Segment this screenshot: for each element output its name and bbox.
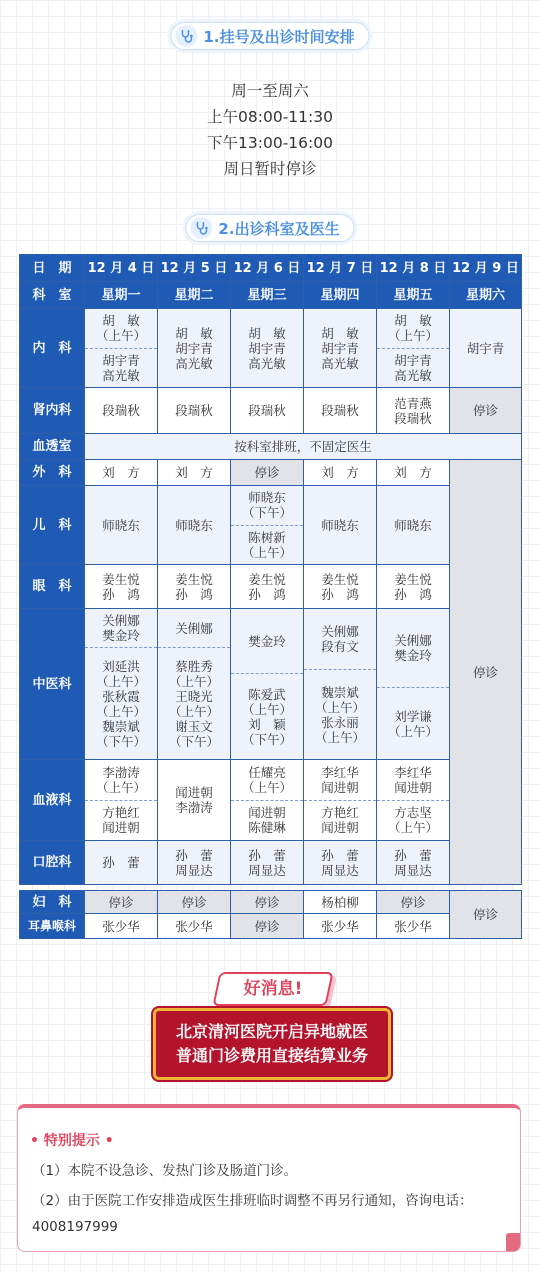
schedule-cell: 刘 方 <box>304 460 377 486</box>
good-news-banner[interactable] <box>153 1008 391 1080</box>
banner-line: 北京清河医院开启异地就医 <box>175 1022 368 1041</box>
dept-name: 儿 科 <box>20 486 85 565</box>
doctor-text: 关俐娜 樊金玲 <box>394 633 432 663</box>
doctor-text: 刘延洪 （上午） 张秋霞 （上午） 魏崇斌 （下午） <box>85 647 157 759</box>
good-news-tag-text: 好消息! <box>243 979 303 999</box>
notice-item: （2）由于医院工作安排造成医生排班临时调整不再另行通知，咨询电话：4008197999 <box>32 1193 473 1235</box>
doctor-text: 樊金玲 <box>248 633 286 649</box>
section-title-schedule-time <box>170 22 369 50</box>
doctor-text: 任耀亮 （上午） <box>241 764 292 795</box>
schedule-cell <box>304 609 377 760</box>
dept-name: 妇 科 <box>20 891 85 914</box>
table-row-dates <box>20 255 522 282</box>
section-title-departments <box>185 214 354 242</box>
schedule-cell: 姜生悦 孙 鸿 <box>304 565 377 609</box>
weekday-cell: 星期四 <box>304 282 377 309</box>
doctor-text: 李红华 闻进朝 <box>321 764 359 795</box>
schedule-cell: 张少华 <box>304 914 377 939</box>
table-row-weekdays <box>20 282 522 309</box>
schedule-cell: 停诊 <box>231 460 304 486</box>
doctor-text: 陈树新 （上午） <box>231 525 303 565</box>
dept-name: 眼 科 <box>20 565 85 609</box>
schedule-cell: 停诊 <box>450 891 522 939</box>
dept-name: 肾内科 <box>20 388 85 434</box>
schedule-cell <box>377 309 450 388</box>
dept-name: 耳鼻喉科 <box>20 914 85 939</box>
doctor-text: 陈爱武 （上午） 刘 颖 （下午） <box>231 673 303 759</box>
table-row-xuetoushi <box>20 434 522 460</box>
stethoscope-icon <box>190 217 212 239</box>
section-title-text: 1.挂号及出诊时间安排 <box>203 27 355 46</box>
doctor-text: 胡 敏 （上午） <box>387 313 438 344</box>
good-news-tag <box>212 972 333 1006</box>
schedule-cell: 张少华 <box>85 914 158 939</box>
schedule-note: 按科室排班，不固定医生 <box>85 434 522 460</box>
schedule-cell: 刘 方 <box>85 460 158 486</box>
section-title-text: 2.出诊科室及医生 <box>218 219 340 238</box>
schedule-cell: 孙 蕾 周显达 <box>158 841 231 885</box>
schedule-cell: 范青燕 段瑞秋 <box>377 388 450 434</box>
dept-name: 血透室 <box>20 434 85 460</box>
schedule-cell: 胡 敏 胡宇青 高光敏 <box>304 309 377 388</box>
doctor-text: 方艳红 闻进朝 <box>304 800 376 841</box>
table-row-waike <box>20 460 522 486</box>
schedule-cell: 胡宇青 <box>450 309 522 388</box>
doctor-schedule-table <box>19 254 522 885</box>
schedule-cell: 段瑞秋 <box>158 388 231 434</box>
schedule-cell <box>231 609 304 760</box>
schedule-cell: 张少华 <box>377 914 450 939</box>
doctor-text: 胡宇青 高光敏 <box>85 348 157 388</box>
table-row-erke <box>20 486 522 565</box>
date-cell: 12 月 4 日 <box>85 255 158 282</box>
table-row-fuke <box>20 891 522 914</box>
doctor-text: 关俐娜 樊金玲 <box>102 613 140 643</box>
notice-item: （1）本院不设急诊、发热门诊及肠道门诊。 <box>32 1163 298 1179</box>
schedule-cell: 孙 蕾 周显达 <box>304 841 377 885</box>
doctor-text: 蔡胜秀 （上午） 王晓光 （上午） 谢玉文 （下午） <box>158 647 230 759</box>
hours-line: 周一至周六 <box>231 82 309 100</box>
dept-header: 科 室 <box>20 282 85 309</box>
dept-name: 血液科 <box>20 760 85 841</box>
schedule-cell <box>377 760 450 841</box>
schedule-cell: 师晓东 <box>158 486 231 565</box>
schedule-cell: 孙 蕾 周显达 <box>231 841 304 885</box>
date-cell: 12 月 5 日 <box>158 255 231 282</box>
table-row-shenneike <box>20 388 522 434</box>
weekday-cell: 星期三 <box>231 282 304 309</box>
stethoscope-icon <box>175 25 197 47</box>
doctor-schedule-table-bottom <box>19 890 522 939</box>
doctor-text: 方志坚 （上午） <box>377 800 449 841</box>
schedule-cell: 段瑞秋 <box>304 388 377 434</box>
schedule-cell: 段瑞秋 <box>231 388 304 434</box>
schedule-cell: 张少华 <box>158 914 231 939</box>
doctor-text: 胡 敏 （上午） <box>95 313 146 344</box>
hours-line: 周日暂时停诊 <box>223 160 317 178</box>
doctor-text: 刘学谦 （上午） <box>377 687 449 759</box>
doctor-text: 胡宇青 高光敏 <box>377 348 449 388</box>
doctor-text: 关俐娜 <box>175 620 213 636</box>
date-cell: 12 月 6 日 <box>231 255 304 282</box>
dept-name: 内 科 <box>20 309 85 388</box>
schedule-cell: 胡 敏 胡宇青 高光敏 <box>158 309 231 388</box>
date-cell: 12 月 7 日 <box>304 255 377 282</box>
schedule-cell: 刘 方 <box>158 460 231 486</box>
hours-line: 上午08:00-11:30 <box>207 108 333 126</box>
table-row-yanke <box>20 565 522 609</box>
weekday-cell: 星期一 <box>85 282 158 309</box>
table-row-zhongyike <box>20 609 522 760</box>
schedule-cell: 停诊 <box>377 891 450 914</box>
schedule-cell: 师晓东 <box>377 486 450 565</box>
schedule-cell <box>85 609 158 760</box>
doctor-text: 关俐娜 段有文 <box>321 624 359 654</box>
dept-name: 外 科 <box>20 460 85 486</box>
schedule-cell: 师晓东 <box>85 486 158 565</box>
schedule-cell: 孙 蕾 周显达 <box>377 841 450 885</box>
table-row-neike <box>20 309 522 388</box>
schedule-cell: 师晓东 <box>304 486 377 565</box>
schedule-cell <box>85 760 158 841</box>
weekday-cell: 星期五 <box>377 282 450 309</box>
schedule-cell: 姜生悦 孙 鸿 <box>85 565 158 609</box>
schedule-cell: 杨柏柳 <box>304 891 377 914</box>
hours-line: 下午13:00-16:00 <box>207 134 333 152</box>
date-cell: 12 月 9 日 <box>450 255 522 282</box>
schedule-cell <box>304 760 377 841</box>
schedule-cell: 闻进朝 李渤涛 <box>158 760 231 841</box>
notice-title: • 特别提示 • <box>30 1133 114 1149</box>
good-news-section <box>0 968 540 1088</box>
schedule-cell: 停诊 <box>231 891 304 914</box>
weekday-cell: 星期六 <box>450 282 522 309</box>
dept-name: 口腔科 <box>20 841 85 885</box>
schedule-cell <box>231 486 304 565</box>
doctor-text: 方艳红 闻进朝 <box>85 800 157 841</box>
schedule-cell: 胡 敏 胡宇青 高光敏 <box>231 309 304 388</box>
schedule-cell: 停诊 <box>85 891 158 914</box>
schedule-cell <box>85 309 158 388</box>
schedule-cell: 段瑞秋 <box>85 388 158 434</box>
schedule-cell: 姜生悦 孙 鸿 <box>158 565 231 609</box>
weekday-cell: 星期二 <box>158 282 231 309</box>
schedule-cell <box>158 609 231 760</box>
schedule-cell: 姜生悦 孙 鸿 <box>231 565 304 609</box>
doctor-text: 李红华 闻进朝 <box>394 764 432 795</box>
schedule-cell: 刘 方 <box>377 460 450 486</box>
clinic-hours <box>0 78 540 182</box>
date-header: 日 期 <box>20 255 85 282</box>
doctor-text: 闻进朝 陈健琳 <box>231 800 303 841</box>
schedule-cell <box>377 609 450 760</box>
schedule-cell: 停诊 <box>158 891 231 914</box>
schedule-cell <box>231 760 304 841</box>
special-notice <box>17 1104 521 1252</box>
saturday-closed: 停诊 <box>450 460 522 885</box>
schedule-cell: 孙 蕾 <box>85 841 158 885</box>
schedule-cell: 姜生悦 孙 鸿 <box>377 565 450 609</box>
schedule-cell: 停诊 <box>231 914 304 939</box>
dept-name: 中医科 <box>20 609 85 760</box>
table-row-xueyeke <box>20 760 522 841</box>
schedule-cell: 停诊 <box>450 388 522 434</box>
corner-decoration <box>506 1233 520 1251</box>
table-row-erbihouke <box>20 914 522 939</box>
date-cell: 12 月 8 日 <box>377 255 450 282</box>
doctor-text: 师晓东 （下午） <box>241 490 292 521</box>
banner-line: 普通门诊费用直接结算业务 <box>175 1046 368 1065</box>
doctor-text: 李渤涛 （上午） <box>95 764 146 795</box>
doctor-text: 魏崇斌 （上午） 张永丽 （上午） <box>304 669 376 759</box>
table-row-kouqiangke <box>20 841 522 885</box>
